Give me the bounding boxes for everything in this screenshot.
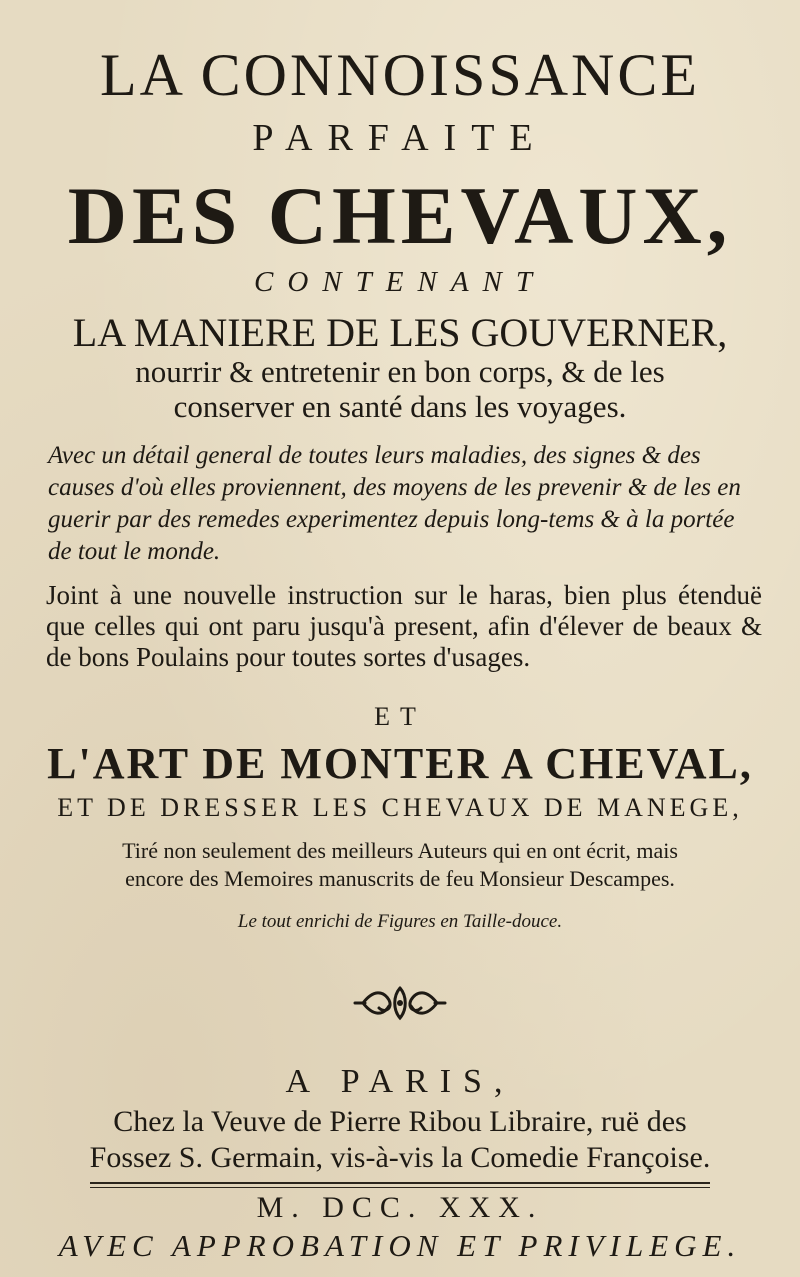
italic-paragraph: Avec un détail general de toutes leurs maladies, des signes & des causes d'où elles proviennent, des moyens de les prevenir & de les en guerir par des remedes experimentez depuis long-tems & à la portée de tout le monde. [48, 442, 741, 565]
title-line-6: nourrir & entretenir en bon corps, & de les [135, 354, 665, 389]
fleuron-ornament-icon [353, 982, 447, 1024]
double-rule-top [90, 1182, 710, 1184]
subtitle-line-3: Tiré non seulement des meilleurs Auteurs qui en ont écrit, mais [122, 838, 678, 863]
paragraph-haras: Joint à une nouvelle instruction sur le haras, bien plus étenduë que celles qui ont paru jusqu'à present, afin d'élever de beaux & de bons Poulains pour toutes sortes d'usages. [46, 580, 762, 672]
imprint-place: A PARIS, [285, 1063, 515, 1100]
imprint-line-1: Chez la Veuve de Pierre Ribou Libraire, ruë des [113, 1105, 687, 1138]
subtitle-line-2: ET DE DRESSER LES CHEVAUX DE MANEGE, [57, 793, 743, 822]
title-line-1: LA CONNOISSANCE [99, 42, 701, 108]
title-line-2: PARFAITE [252, 117, 548, 159]
title-line-5: LA MANIERE DE LES GOUVERNER, [72, 310, 728, 355]
double-rule-bottom [90, 1187, 710, 1188]
subtitle-line-1: L'ART DE MONTER A CHEVAL, [47, 739, 753, 788]
connector-et: ET [374, 702, 426, 731]
title-line-7: conserver en santé dans les voyages. [173, 389, 627, 424]
title-line-3: DES CHEVAUX, [67, 170, 733, 261]
imprint-privilege: AVEC APPROBATION ET PRIVILEGE. [58, 1228, 742, 1263]
title-line-4: CONTENANT [254, 266, 546, 298]
subtitle-line-4: encore des Memoires manuscrits de feu Monsieur Descampes. [125, 866, 675, 891]
imprint-line-2: Fossez S. Germain, vis-à-vis la Comedie Françoise. [89, 1141, 711, 1174]
imprint-year: M. DCC. XXX. [256, 1191, 544, 1224]
subtitle-line-5: Le tout enrichi de Figures en Taille-douce. [237, 911, 563, 932]
